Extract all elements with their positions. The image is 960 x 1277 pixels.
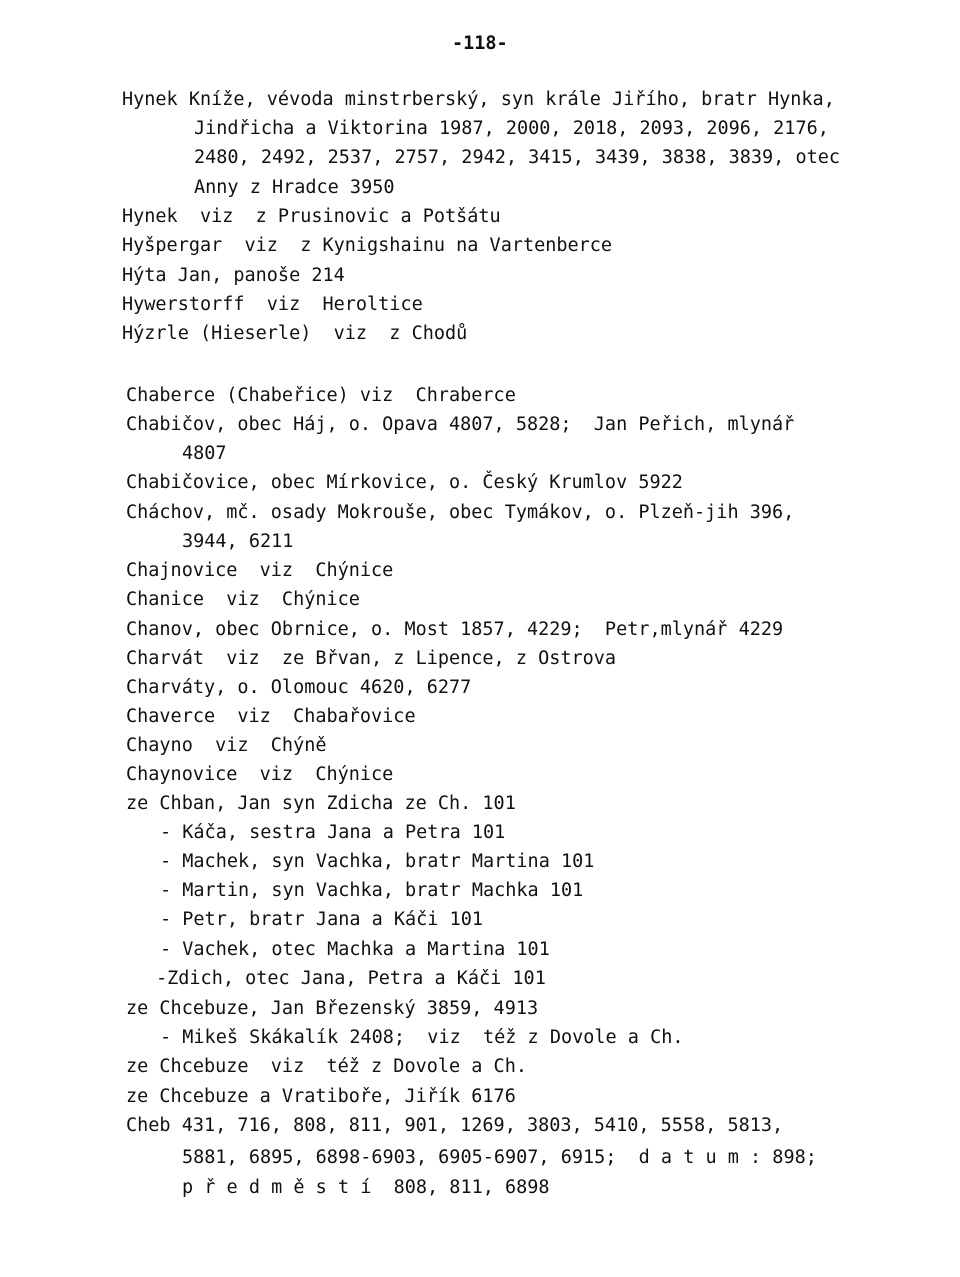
index-subentry: - Káča, sestra Jana a Petra 101 [160, 822, 506, 843]
index-entry-line: ze Chcebuze a Vratiboře, Jiřík 6176 [126, 1086, 516, 1107]
index-subentry: - Mikeš Skákalík 2408; viz též z Dovole a Ch. [160, 1027, 684, 1048]
index-entry-continuation: 2480, 2492, 2537, 2757, 2942, 3415, 3439, 3838, 3839, otec [194, 147, 841, 168]
index-entry-line: Cháchov, mč. osady Mokrouše, obec Tymákov, o. Plzeň-jih 396, [126, 502, 795, 523]
index-entry-line: Hýta Jan, panoše 214 [122, 265, 345, 286]
index-entry-continuation: 3944, 6211 [182, 531, 294, 552]
index-entry-continuation: Anny z Hradce 3950 [194, 177, 395, 198]
index-entry-line: Chaverce viz Chabařovice [126, 706, 416, 727]
index-subentry: - Martin, syn Vachka, bratr Machka 101 [160, 880, 584, 901]
index-entry-line: Hynek Kníže, vévoda minstrberský, syn krále Jiřího, bratr Hynka, [122, 89, 835, 110]
index-subentry: - Vachek, otec Machka a Martina 101 [160, 939, 550, 960]
index-entry-line: ze Chcebuze viz též z Dovole a Ch. [126, 1056, 527, 1077]
index-entry-line: Cheb 431, 716, 808, 811, 901, 1269, 3803, 5410, 5558, 5813, [126, 1115, 784, 1136]
index-entry-line: Hywerstorff viz Heroltice [122, 294, 423, 315]
index-entry-line: Chaberce (Chabeřice) viz Chraberce [126, 385, 516, 406]
index-entry-continuation: p ř e d m ě s t í 808, 811, 6898 [182, 1177, 550, 1198]
index-subentry: - Petr, bratr Jana a Káči 101 [160, 909, 484, 930]
index-entry-line: Hýzrle (Hieserle) viz z Chodů [122, 323, 468, 344]
index-entry-line: Charváty, o. Olomouc 4620, 6277 [126, 677, 472, 698]
index-entry-line: Hyšpergar viz z Kynigshainu na Vartenberce [122, 235, 613, 256]
page-number: -118- [452, 33, 508, 54]
index-entry-line: Chabičov, obec Háj, o. Opava 4807, 5828; Jan Peřich, mlynář [126, 414, 795, 435]
index-entry-line: Chayno viz Chýně [126, 735, 327, 756]
index-entry-line: Hynek viz z Prusinovic a Potšátu [122, 206, 501, 227]
index-entry-line: Chaynovice viz Chýnice [126, 764, 394, 785]
index-entry-continuation: 5881, 6895, 6898-6903, 6905-6907, 6915; d a t u m : 898; [182, 1147, 817, 1168]
index-entry-line: ze Chban, Jan syn Zdicha ze Ch. 101 [126, 793, 516, 814]
index-entry-line: Chabičovice, obec Mírkovice, o. Český Krumlov 5922 [126, 472, 683, 493]
index-entry-line: Chanice viz Chýnice [126, 589, 360, 610]
index-entry-line: Chajnovice viz Chýnice [126, 560, 394, 581]
index-entry-line: ze Chcebuze, Jan Březenský 3859, 4913 [126, 998, 539, 1019]
index-entry-line: Charvát viz ze Břvan, z Lipence, z Ostrova [126, 648, 617, 669]
index-entry-continuation: Jindřicha a Viktorina 1987, 2000, 2018, 2093, 2096, 2176, [194, 118, 829, 139]
index-subentry: -Zdich, otec Jana, Petra a Káči 101 [156, 968, 546, 989]
index-entry-line: Chanov, obec Obrnice, o. Most 1857, 4229; Petr,mlynář 4229 [126, 619, 784, 640]
index-subentry: - Machek, syn Vachka, bratr Martina 101 [160, 851, 595, 872]
index-entry-continuation: 4807 [182, 443, 227, 464]
